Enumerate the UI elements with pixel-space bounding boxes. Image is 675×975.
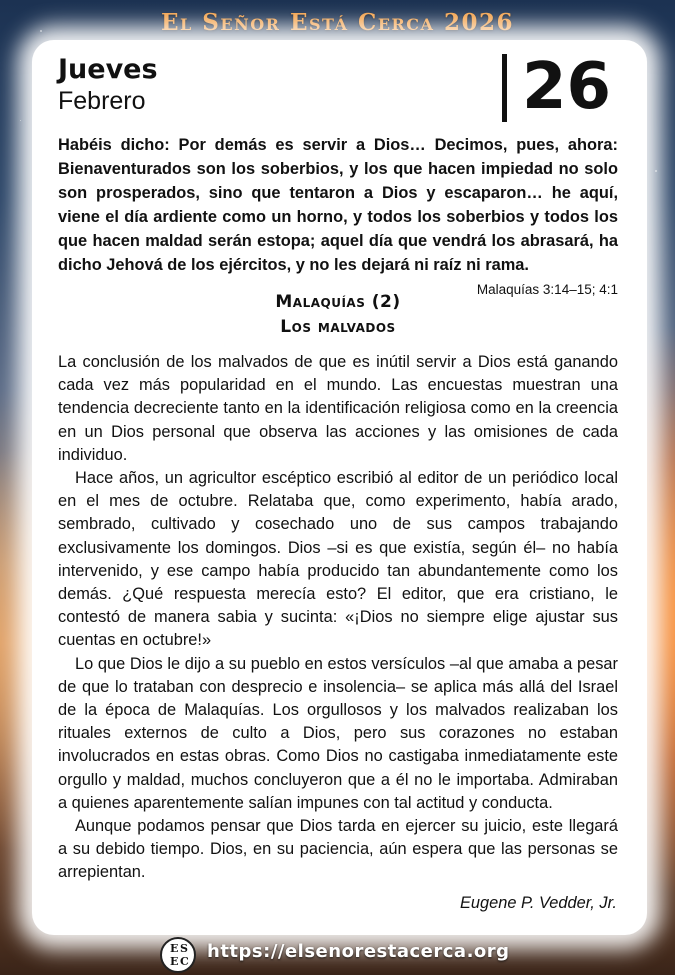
paragraph: Aunque podamos pensar que Dios tarda en ejercer su juicio, este llegará a su debido tiempo. Dios, en su paciencia, aún espera que las personas se arrepientan. <box>58 817 618 882</box>
footer <box>0 935 675 975</box>
esec-logo-icon: E S E C <box>160 937 196 973</box>
author-signature: Eugene P. Vedder, Jr. <box>459 894 617 912</box>
series-title: Malaquías (2) <box>275 292 401 312</box>
article-body <box>58 351 618 885</box>
date-divider <box>502 54 507 122</box>
paragraph: Hace años, un agricultor escéptico escribió al editor de un periódico local en el mes de octubre. Relataba que, como experimento, había arado, sembrado, cultivado y cosechado uno de sus campos trabajando exclusivamente los domingos. Dios –si es que existía, según él– no había intervenido, y ese campo había producido tan abundantemente como los demás. ¿Qué respuesta merecía esto? El editor, que era cristiano, le contestó de manera sabia y sucinta: «¡Dios no siempre elige ajustar sus cuentas en octubre!» <box>58 469 618 650</box>
scripture-verse <box>58 134 618 302</box>
publication-banner-title: El Señor Está Cerca 2026 <box>161 9 514 36</box>
paragraph: Lo que Dios le dijo a su pueblo en estos versículos –al que amaba a pesar de que lo trataban con desprecio e insolencia– se aplica más allá del Israel de la época de Malaquías. Los orgullosos y los malvados realizaban los rituales externos de culto a Dios, pero sus corazones no estaban involucrados en estas obras. Como Dios no castigaba inmediatamente este orgullo y maldad, muchos concluyeron que a él no le importaba. Admiraban a quienes aparentemente salían impunes con tal actitud y conducta. <box>58 654 618 812</box>
month-label: Febrero <box>58 87 146 115</box>
paragraph: La conclusión de los malvados de que es inútil servir a Dios está ganando cada vez más popularidad en el mundo. Las encuestas muestran una tendencia decreciente tanto en la identificación religiosa como en la creencia en un Dios personal que observa las acciones y las omisiones de cada individuo. <box>58 353 618 464</box>
verse-reference: Malaquías 3:14–15; 4:1 <box>476 282 618 298</box>
day-number: 26 <box>522 50 612 124</box>
weekday-label: Jueves <box>58 54 158 85</box>
article-title: Los malvados <box>280 317 396 337</box>
website-link[interactable]: https://elsenorestacerca.org <box>207 941 510 962</box>
verse-text: Habéis dicho: Por demás es servir a Dios… Decimos, pues, ahora: Bienaventurados son los soberbios, y los que hacen impiedad no solo son prosperados, sino que tentaron a Dios y escaparon… he aquí, viene el día ardiente como un horno, y todos los soberbios y todos los que hacen maldad serán estopa; aquel día que vendrá los abrasará, ha dicho Jehová de los ejércitos, y no les dejará ni raíz ni rama. <box>58 136 618 274</box>
